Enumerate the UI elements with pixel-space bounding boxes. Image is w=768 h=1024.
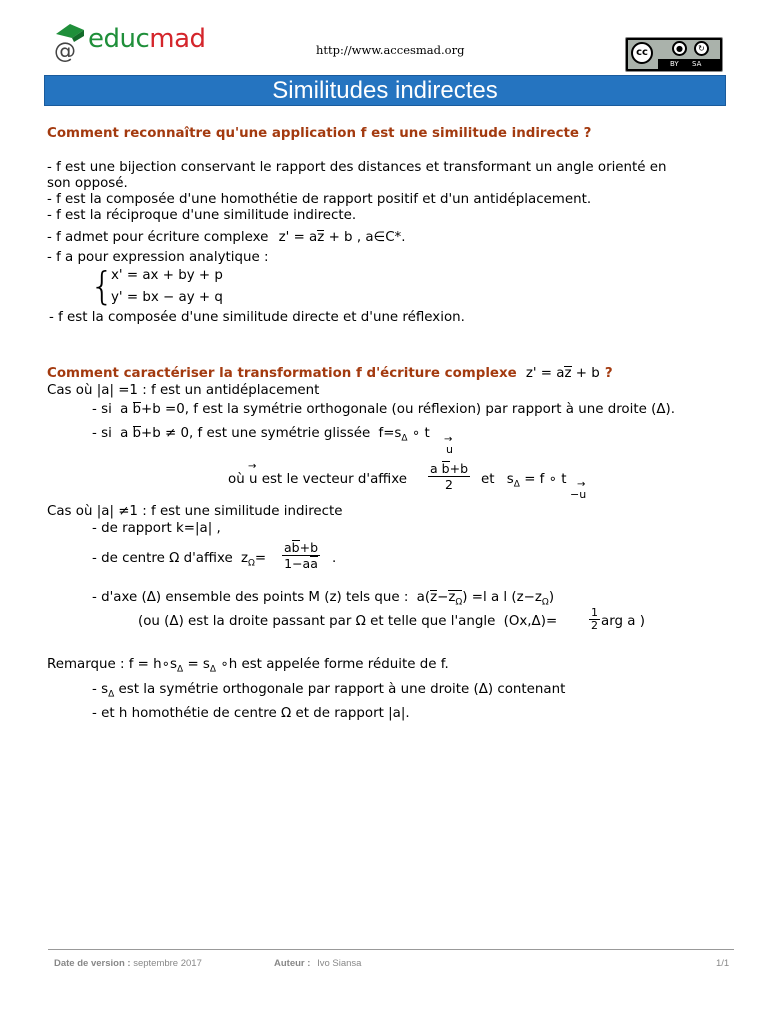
c1c-delta: Δ [513,479,520,490]
c2c-rest: ) =l a l (z−z [462,590,542,605]
c2d-delta: Δ [169,614,179,629]
s2-question-post: ? [604,366,613,381]
c1c-minus-u: −u [570,488,587,501]
s1-f-zbar: z [317,230,325,245]
c2b-line [92,551,266,572]
case1-title: Cas où |a| =1 : f est un antidéplacement [47,383,320,398]
c1b-composition [378,426,430,444]
page-title: Similitudes indirectes [272,77,498,104]
s2-q-b: + b [575,366,600,381]
s1-line5: - f a pour expression analytique : [47,250,269,265]
s1-f-b: + b [328,230,353,245]
logo-text [88,24,206,54]
badge-strip [658,59,720,69]
r1-delta2: Δ [478,682,488,697]
c2d-arg: arg a [601,614,636,629]
footer-author-value: Ivo Siansa [317,958,362,969]
r1-pre: - s [92,682,109,697]
footer-page-number: 1/1 [716,958,730,969]
c2b-frac-den [282,556,320,571]
c2c-mid: ) ensemble des points M (z) tels que : [155,590,409,605]
logo-text-educ: educ [88,24,150,54]
c2b-num-a: a [284,540,292,555]
sa-label: SA [692,60,702,68]
c2c-formula [416,590,555,608]
footer-author [274,958,361,969]
c1c-fraction [428,461,470,492]
s2-q-zbar: z [564,366,572,381]
c2a-line: - de rapport k=|a| , [92,521,221,536]
c2b-den-abar: a [310,556,318,571]
s1-line1: - f est une bijection conservant le rapport des distances et transformant un angle orienté en [47,160,667,175]
c2c-pre: - d'axe ( [92,590,147,605]
remark-line [47,657,449,678]
c2d-end: ) [639,614,645,629]
c1c-frac-num [428,461,470,477]
remark-pre: Remarque : f = h∘s [47,657,178,672]
c1a-bbar: b [132,402,142,417]
c2b-eq: = [254,551,267,566]
cc-icon [631,42,653,64]
c2b-frac-num [282,540,320,556]
s1-line6: - f est la composée d'une similitude directe et d'une réflexion. [49,310,465,325]
c1c-frac-den: 2 [445,477,453,492]
s1-line4 [47,230,406,246]
c2c-line [92,590,554,611]
c1a-a: a [120,402,129,417]
c1c-num-bbar: b [441,461,450,476]
c2c-zo-letter: z [448,590,456,605]
c2c-end: ) [548,590,555,605]
c1b-formula [120,426,193,441]
c2b-num-rest: +b [299,540,319,555]
c1a-line [92,402,675,418]
cc-icon-label: cc [636,47,648,58]
c1b-u-arrow-icon: → [444,434,453,445]
c1c-num-rest: +b [449,461,469,476]
case2-title: Cas où |a| ≠1 : f est une similitude indirecte [47,504,343,519]
s2-question-pre: Comment caractériser la transformation f d'écriture complexe [47,366,517,381]
s1-line1b: son opposé. [47,176,128,191]
logo-text-mad: mad [149,24,206,54]
c1c-u-arrow-icon: → [247,461,257,472]
remark-eq: = s [187,657,210,672]
c2d-pre: (ou ( [138,614,170,629]
cc-license-badge[interactable] [625,37,723,72]
c1a-pre: - si [92,402,112,417]
c1b-line [92,426,430,447]
svg-text:@: @ [54,39,76,62]
r2-line: - et h homothétie de centre Ω et de rapport |a|. [92,706,410,721]
c2b-num-bbar: b [291,540,300,555]
s1-line3: - f est la réciproque d'une similitude indirecte. [47,208,357,223]
c2c-omega: Ω [455,597,463,608]
c2b-den-pre: 1−a [284,556,311,571]
title-bar [44,75,726,106]
c1b-post: f est une symétrie glissée [197,426,371,441]
c2d-arg-wrap [601,614,645,630]
section2-question [47,362,613,381]
c2d-half-fraction [589,607,600,632]
c2c-minus: − [437,590,449,605]
sa-icon: ↻ [694,41,709,56]
footer-divider [48,949,734,950]
c2d-angle: (Ox,Δ)= [503,614,558,629]
c2b-z-letter: z [240,551,248,566]
by-label: BY [670,60,679,68]
c1c-text: est le vecteur d'affixe [261,472,408,487]
c1b-comp: ∘ t [411,426,430,441]
s2-q-a: z' = a [525,366,565,381]
c2c-delta: Δ [146,590,156,605]
s2-question-formula [526,366,600,381]
c1c-et: et [481,472,495,487]
c1c-u-wrap [247,461,258,487]
site-url[interactable]: http://www.accesmad.org [316,43,465,57]
c1b-bbar: b [132,426,142,441]
c2d-line [138,614,557,630]
footer-date-label: Date de version : [54,958,131,969]
c1a-post: f est la symétrie orthogonale (ou réflexion) par rapport à une droite ( [193,402,657,417]
educmad-logo [52,22,212,66]
c1c-minus-u-arrow-icon: → [577,479,586,490]
c1a-formula [120,402,189,417]
r1-delta: Δ [108,689,115,700]
s1-line2: - f est la composée d'une homothétie de rapport positif et d'un antidéplacement. [47,192,592,207]
c1b-rest: +b ≠ 0, [141,426,194,441]
c2b-fraction [282,540,320,571]
r1-end: ) contenant [487,682,566,697]
section1-question: Comment reconnaître qu'une application f est une similitude indirecte ? [47,126,592,141]
c1a-end: ). [665,402,675,417]
remark-delta: Δ [177,664,184,675]
c2c-zobar [448,590,462,610]
c1b-u: u [446,443,453,456]
by-icon: ● [672,41,687,56]
s1-line4-post: , a∈C*. [356,230,406,245]
cc-badge-inner [628,40,720,69]
c1c-num-a: a [430,461,438,476]
system-brace: { [90,264,115,308]
c1b-pre: - si [92,426,112,441]
educmad-logo-icon [52,22,90,62]
s1-f-a: z' = a [278,230,318,245]
c1b-f: f=s [378,426,402,441]
system-eq2: y' = bx − ay + q [111,290,223,305]
remark-delta2: Δ [209,664,217,675]
c1c-u: u [248,472,258,487]
system-eq1: x' = ax + by + p [111,268,223,283]
r1-line [92,682,565,703]
c1a-delta: Δ [656,402,666,417]
c2c-zbar: z [430,590,438,605]
c1a-rest: +b =0, [141,402,190,417]
c1c-s: s [506,472,514,487]
c1b-a: a [120,426,129,441]
r1-text: est la symétrie orthogonale par rapport à une droite ( [118,682,479,697]
c1c-eq: = f ∘ t [524,472,567,487]
c2d-text: ) est la droite passant par Ω et telle que l'angle [178,614,496,629]
c1c-ou: où [228,472,245,487]
footer-date-value: septembre 2017 [133,958,202,969]
c2d-half-den: 2 [591,619,598,632]
footer-date [54,958,202,969]
remark-post: ∘h est appelée forme réduite de f. [220,657,449,672]
s1-line4-formula [279,230,353,245]
c2b-z [240,551,267,569]
c2b-pre: - de centre Ω d'affixe [92,551,233,566]
s1-line4-pre: - f admet pour écriture complexe [47,230,269,245]
c2b-post: . [332,551,337,566]
c2b-omega: Ω [248,558,255,569]
c1c-line [228,461,408,488]
c1c-s-formula [506,472,567,490]
c1c-et-line [481,472,567,493]
c2c-a: a( [416,590,431,605]
c2d-half-num: 1 [591,606,598,619]
c1b-delta: Δ [401,433,408,444]
c2c-omega2: Ω [541,597,549,608]
footer-author-label: Auteur : [274,958,311,969]
